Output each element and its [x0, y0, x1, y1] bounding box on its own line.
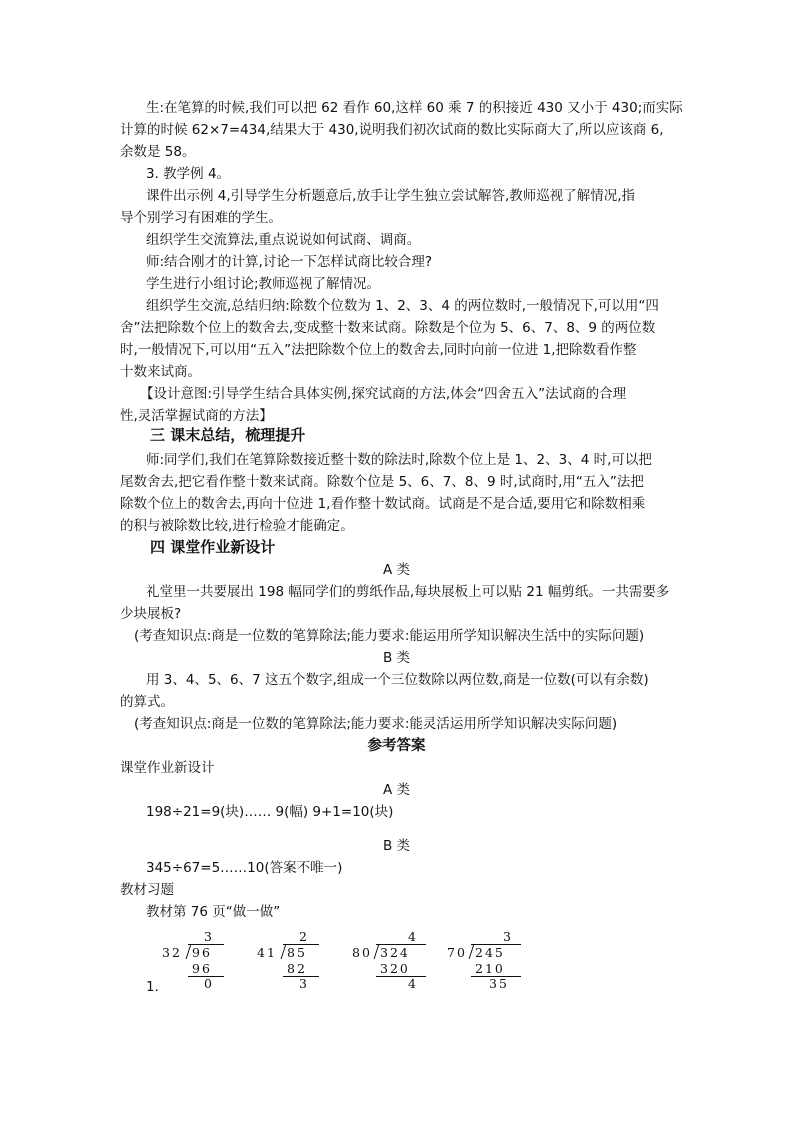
divisor: 41 [257, 945, 277, 960]
dividend: 245 [475, 945, 505, 960]
assessment-note: (考查知识点:商是一位数的笔算除法;能力要求:能运用所学知识解决生活中的实际问题) [134, 628, 645, 644]
paragraph-line: 3. 教学例 4。 [146, 166, 231, 182]
long-division-4 [445, 930, 525, 990]
product: 210 [475, 961, 505, 976]
textbook-exercises-label: 教材习题 [120, 882, 174, 898]
paragraph-line: 用 3、4、5、6、7 这五个数字,组成一个三位数除以两位数,商是一位数(可以有余数) [146, 672, 649, 688]
paragraph-line: 除数个位上的数舍去,再向十位进 1,看作整十数试商。试商是不是合适,要用它和除数相乘 [120, 496, 646, 512]
quotient: 2 [299, 929, 309, 944]
paragraph-line: 师:同学们,我们在笔算除数接近整十数的除法时,除数个位上是 1、2、3、4 时,可以把 [146, 452, 652, 468]
divisor: 70 [447, 945, 467, 960]
quotient: 4 [408, 929, 418, 944]
paragraph-line: 的积与被除数比较,进行检验才能确定。 [120, 518, 354, 534]
paragraph-line: 课件出示例 4,引导学生分析题意后,放手让学生独立尝试解答,教师巡视了解情况,指 [146, 188, 636, 204]
textbook-page-ref: 教材第 76 页“做一做” [146, 904, 281, 920]
answer-b-label: B 类 [382, 838, 411, 854]
product: 82 [287, 961, 307, 976]
paragraph-line: 十数来试商。 [120, 364, 201, 380]
design-intent-line: 性,灵活掌握试商的方法】 [120, 408, 273, 424]
answer-b: 345÷67=5……10(答案不唯一) [146, 860, 343, 876]
paragraph-line: 组织学生交流,总结归纳:除数个位数为 1、2、3、4 的两位数时,一般情况下,可以用“四 [146, 298, 659, 314]
answer-a-label: A 类 [382, 782, 411, 798]
class-a-label: A 类 [382, 562, 411, 578]
remainder: 0 [204, 976, 214, 991]
division-bracket [469, 944, 475, 959]
answers-title: 参考答案 [367, 738, 426, 754]
product: 96 [192, 961, 212, 976]
paragraph-line: 的算式。 [120, 694, 174, 710]
long-division-2 [255, 930, 325, 990]
long-division-1 [160, 930, 230, 990]
dividend: 324 [380, 945, 410, 960]
divisor: 80 [352, 945, 372, 960]
divisor: 32 [162, 945, 182, 960]
division-bracket [374, 944, 380, 959]
paragraph-line: 计算的时候 62×7=434,结果大于 430,说明我们初次试商的数比实际商大了,所以应该商 6, [120, 122, 664, 138]
paragraph-line: 学生进行小组讨论;教师巡视了解情况。 [146, 276, 381, 292]
class-b-label: B 类 [382, 650, 411, 666]
product: 320 [380, 961, 410, 976]
subtraction-line [376, 976, 426, 977]
paragraph-line: 少块展板? [120, 606, 182, 622]
exercise-number: 1. [146, 979, 159, 995]
quotient: 3 [503, 929, 513, 944]
paragraph-line: 尾数舍去,把它看作整十数来试商。除数个位是 5、6、7、8、9 时,试商时,用“五入”法把 [120, 474, 644, 490]
remainder: 3 [299, 976, 309, 991]
answers-subtitle: 课堂作业新设计 [120, 760, 215, 776]
paragraph-line: 余数是 58。 [120, 144, 196, 160]
paragraph-line: 师:结合刚才的计算,讨论一下怎样试商比较合理? [146, 254, 433, 270]
quotient: 3 [204, 929, 214, 944]
dividend: 96 [192, 945, 212, 960]
assessment-note: (考查知识点:商是一位数的笔算除法;能力要求:能灵活运用所学知识解决实际问题) [134, 716, 618, 732]
division-bracket [281, 944, 287, 959]
long-division-3 [350, 930, 430, 990]
paragraph-line: 时,一般情况下,可以用“五入”法把除数个位上的数舍去,同时向前一位进 1,把除数看作整 [120, 342, 637, 358]
paragraph-line: 礼堂里一共要展出 198 幅同学们的剪纸作品,每块展板上可以贴 21 幅剪纸。一共需要多 [146, 584, 670, 600]
paragraph-line: 组织学生交流算法,重点说说如何试商、调商。 [146, 232, 421, 248]
paragraph-line: 导个别学习有困难的学生。 [120, 210, 282, 226]
remainder: 35 [489, 976, 509, 991]
division-bracket [186, 944, 192, 959]
dividend: 85 [287, 945, 307, 960]
remainder: 4 [408, 976, 418, 991]
section-heading-homework: 四 课堂作业新设计 [150, 538, 276, 556]
paragraph-line: 生:在笔算的时候,我们可以把 62 看作 60,这样 60 乘 7 的积接近 430 又小于 430;而实际 [146, 100, 683, 116]
answer-a: 198÷21=9(块)…… 9(幅) 9+1=10(块) [146, 804, 394, 820]
design-intent-line: 【设计意图:引导学生结合具体实例,探究试商的方法,体会“四舍五入”法试商的合理 [140, 386, 627, 402]
section-heading-summary: 三 课末总结，梳理提升 [150, 426, 306, 444]
paragraph-line: 舍”法把除数个位上的数舍去,变成整十数来试商。除数是个位为 5、6、7、8、9 的两位数 [120, 320, 656, 336]
